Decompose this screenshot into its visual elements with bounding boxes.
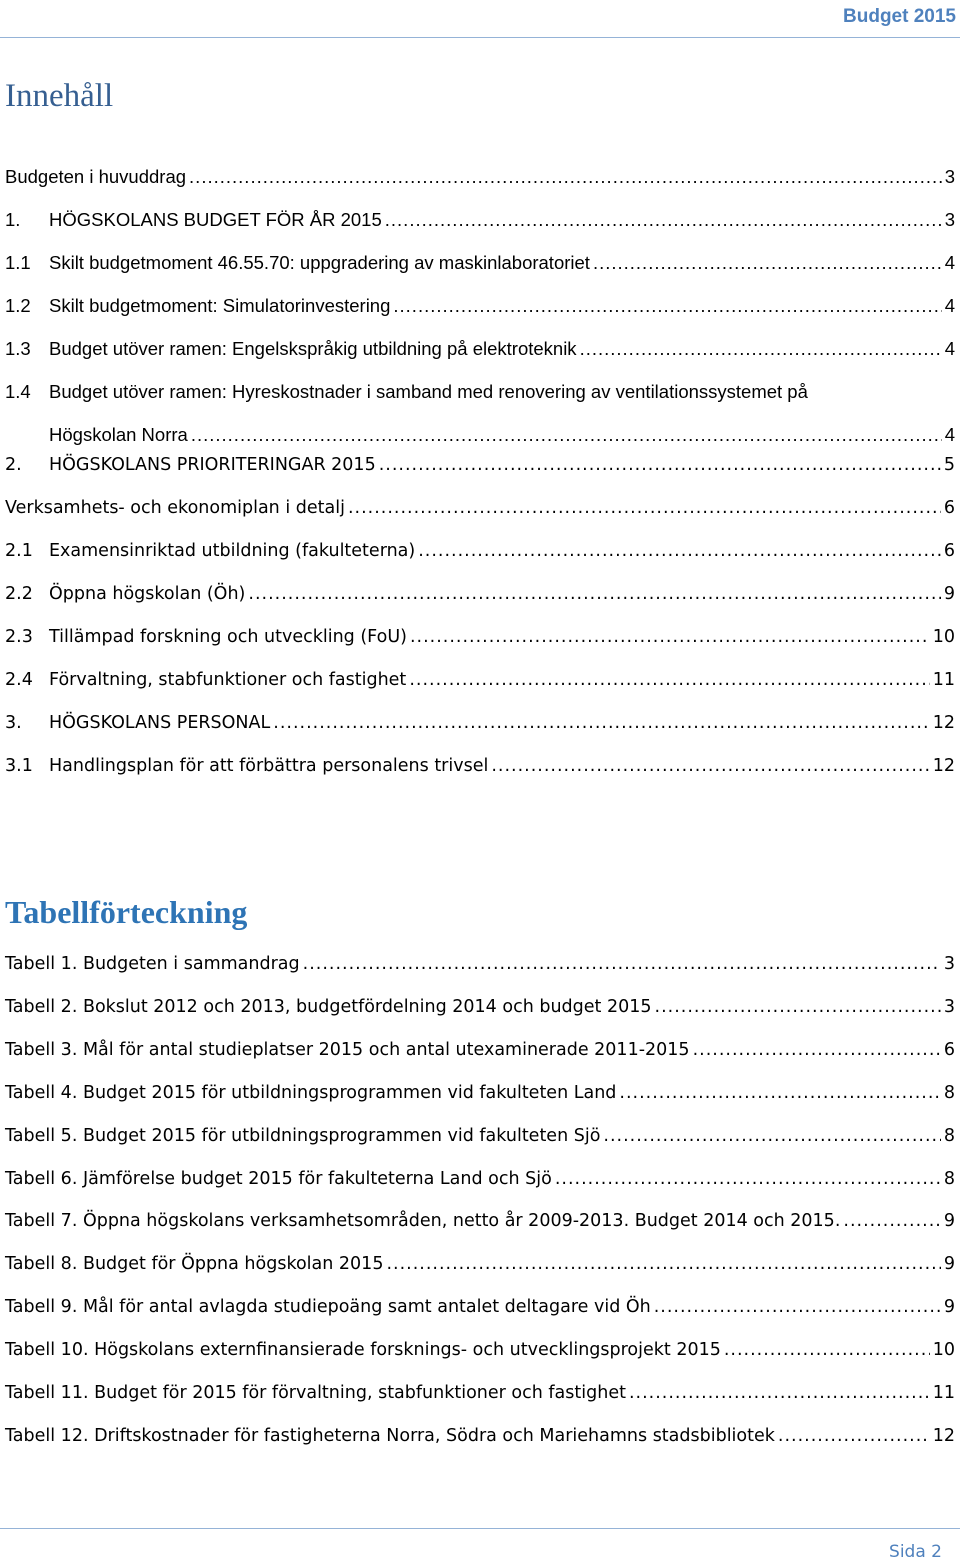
toc-entry-number: 1.4	[5, 381, 31, 402]
table-list-entry[interactable]	[5, 1426, 955, 1454]
table-list-page: 6	[943, 1039, 955, 1060]
toc-entry-title: Öppna högskolan (Öh)	[49, 584, 246, 604]
table-list-title: Tabell 9. Mål för antal avlagda studiepoäng samt antalet deltagare vid Öh	[5, 1297, 651, 1318]
toc-leader-dots	[273, 713, 929, 733]
page-number: Sida 2	[889, 1542, 942, 1562]
toc-entry-title: HÖGSKOLANS PRIORITERINGAR 2015	[49, 455, 376, 475]
toc-entry-number: 1.1	[5, 252, 31, 273]
toc-entry[interactable]	[5, 541, 955, 569]
toc-leader-dots	[410, 627, 930, 647]
table-list-page: 9	[943, 1211, 955, 1232]
toc-entry[interactable]	[5, 252, 955, 280]
table-list-page: 9	[943, 1297, 955, 1318]
toc-leader-dots	[654, 1297, 941, 1317]
toc-entry-page: 4	[944, 295, 955, 316]
toc-entry-title: HÖGSKOLANS BUDGET FÖR ÅR 2015	[49, 209, 382, 230]
toc-entry-page: 6	[943, 498, 955, 518]
table-list-page: 10	[932, 1340, 955, 1361]
toc-leader-dots	[303, 954, 941, 974]
toc-entry-number: 2.	[5, 455, 22, 475]
table-list-title: Tabell 12. Driftskostnader för fastigheterna Norra, Södra och Mariehamns stadsbibliotek	[5, 1425, 775, 1446]
toc-entry-title: Förvaltning, stabfunktioner och fastighet	[49, 670, 407, 690]
toc-entry[interactable]	[5, 209, 955, 237]
table-list-page: 8	[943, 1082, 955, 1103]
toc-leader-dots	[189, 166, 942, 188]
toc-entry-number: 2.1	[5, 541, 33, 561]
toc-leader-dots	[409, 670, 929, 690]
table-list-title: Tabell 4. Budget 2015 för utbildningsprogrammen vid fakulteten Land	[5, 1082, 617, 1103]
toc-entry-title: Skilt budgetmoment 46.55.70: uppgradering av maskinlaboratoriet	[49, 252, 590, 273]
toc-entry-page: 3	[944, 209, 955, 230]
toc-entry-title: Tillämpad forskning och utveckling (FoU)	[49, 627, 407, 647]
toc-entry-page: 5	[943, 455, 955, 475]
table-list-page: 11	[932, 1383, 955, 1403]
toc-entry-number: 1.2	[5, 295, 31, 316]
table-list-title: Tabell 6. Jämförelse budget 2015 för fakulteterna Land och Sjö	[5, 1168, 552, 1189]
toc-leader-dots	[629, 1383, 930, 1403]
toc-entry-number: 2.4	[5, 670, 33, 690]
toc-entry[interactable]	[5, 381, 955, 453]
toc-entry-page: 4	[944, 424, 955, 445]
toc-leader-dots	[778, 1426, 930, 1446]
table-list-title: Tabell 2. Bokslut 2012 och 2013, budgetfördelning 2014 och budget 2015	[5, 996, 652, 1017]
table-list-entry[interactable]	[5, 1254, 955, 1282]
toc-entry-page: 10	[932, 627, 955, 647]
toc-leader-dots	[379, 455, 941, 475]
toc-leader-dots	[348, 498, 941, 518]
toc-leader-dots	[491, 756, 929, 776]
toc-entry[interactable]	[5, 670, 955, 698]
toc-entry-title: Budget utöver ramen: Engelskspråkig utbildning på elektroteknik	[49, 338, 577, 359]
toc-leader-dots	[843, 1211, 940, 1231]
toc-leader-dots	[693, 1040, 941, 1060]
toc-heading: Innehåll	[5, 78, 114, 114]
table-list-entry[interactable]	[5, 1297, 955, 1325]
table-list-title: Tabell 8. Budget för Öppna högskolan 2015	[5, 1254, 384, 1275]
table-list-page: 8	[943, 1125, 955, 1146]
toc-entry[interactable]	[5, 627, 955, 655]
toc-leader-dots	[418, 541, 941, 561]
toc-entry[interactable]	[5, 166, 955, 194]
toc-entry[interactable]	[5, 455, 955, 483]
table-list-title: Tabell 11. Budget för 2015 för förvaltning, stabfunktioner och fastighet	[5, 1383, 626, 1403]
table-list-page: 9	[943, 1254, 955, 1275]
toc-entry-page: 4	[944, 252, 955, 273]
toc-entry[interactable]	[5, 713, 955, 741]
toc-leader-dots	[724, 1340, 930, 1360]
table-list-entry[interactable]	[5, 1383, 955, 1411]
table-list-entry[interactable]	[5, 1040, 955, 1068]
toc-entry-title: Budgeten i huvuddrag	[5, 166, 187, 187]
toc-entry-first-line	[5, 381, 808, 403]
table-list-entry[interactable]	[5, 1126, 955, 1154]
table-list-page: 8	[943, 1168, 955, 1189]
toc-entry-page: 11	[932, 670, 955, 690]
toc-entry-page: 12	[932, 713, 955, 733]
table-list-entry[interactable]	[5, 1211, 955, 1239]
toc-entry-title: Skilt budgetmoment: Simulatorinvestering	[49, 295, 391, 316]
toc-entry-number: 2.2	[5, 584, 33, 604]
toc-entry-title: Verksamhets- och ekonomiplan i detalj	[5, 498, 345, 518]
toc-entry[interactable]	[5, 295, 955, 323]
table-list-entry[interactable]	[5, 954, 955, 982]
table-list-page: 3	[943, 996, 955, 1017]
toc-leader-dots	[385, 209, 942, 231]
table-list-page: 3	[943, 954, 955, 974]
header-title: Budget 2015	[843, 6, 956, 27]
toc-entry-page: 9	[943, 584, 955, 604]
toc-leader-dots	[603, 1126, 940, 1146]
toc-entry[interactable]	[5, 498, 955, 526]
toc-entry-number: 2.3	[5, 627, 33, 647]
table-list-title: Tabell 1. Budgeten i sammandrag	[5, 954, 300, 974]
toc-entry-number: 3.	[5, 713, 22, 733]
toc-leader-dots	[655, 997, 941, 1017]
table-list-entry[interactable]	[5, 1083, 955, 1111]
toc-leader-dots	[555, 1169, 941, 1189]
toc-entry-title: Examensinriktad utbildning (fakulteterna)	[49, 541, 416, 561]
footer-divider	[0, 1528, 960, 1529]
toc-entry-title: Handlingsplan för att förbättra personalens trivsel	[49, 756, 489, 776]
header-divider	[0, 37, 960, 38]
toc-entry-page: 12	[932, 756, 955, 776]
toc-entry-number: 1.3	[5, 338, 31, 359]
table-list-entry[interactable]	[5, 1340, 955, 1368]
table-list-heading: Tabellförteckning	[5, 894, 248, 930]
toc-leader-dots	[191, 424, 942, 446]
toc-entry-page: 3	[944, 166, 955, 187]
toc-entry[interactable]	[5, 338, 955, 366]
toc-leader-dots	[393, 295, 941, 317]
table-list-title: Tabell 10. Högskolans externfinansierade forsknings- och utvecklingsprojekt 2015	[5, 1340, 721, 1361]
page-header	[0, 0, 960, 38]
toc-entry[interactable]	[5, 756, 955, 784]
toc-leader-dots	[386, 1254, 940, 1274]
toc-leader-dots	[593, 252, 942, 274]
toc-leader-dots	[619, 1083, 940, 1103]
toc-leader-dots	[580, 338, 942, 360]
table-list-entry[interactable]	[5, 997, 955, 1025]
toc-entry-page: 6	[943, 541, 955, 561]
table-list-page: 12	[932, 1425, 955, 1446]
toc-entry-number: 3.1	[5, 756, 33, 776]
table-list-title: Tabell 5. Budget 2015 för utbildningsprogrammen vid fakulteten Sjö	[5, 1125, 601, 1146]
toc-entry-title: Budget utöver ramen: Hyreskostnader i samband med renovering av ventilationssystemet på	[49, 381, 808, 402]
toc-entry-title-cont: Högskolan Norra	[49, 424, 188, 445]
toc-entry-page: 4	[944, 338, 955, 359]
table-list-title: Tabell 3. Mål för antal studieplatser 2015 och antal utexaminerade 2011-2015	[5, 1039, 690, 1060]
table-list-entry[interactable]	[5, 1169, 955, 1197]
toc-leader-dots	[248, 584, 940, 604]
toc-entry[interactable]	[5, 584, 955, 612]
toc-entry-number: 1.	[5, 209, 21, 230]
table-list-title: Tabell 7. Öppna högskolans verksamhetsområden, netto år 2009-2013. Budget 2014 och 2015.	[5, 1211, 841, 1232]
toc-entry-title: HÖGSKOLANS PERSONAL	[49, 713, 271, 733]
toc-entry-second-line	[49, 424, 955, 446]
